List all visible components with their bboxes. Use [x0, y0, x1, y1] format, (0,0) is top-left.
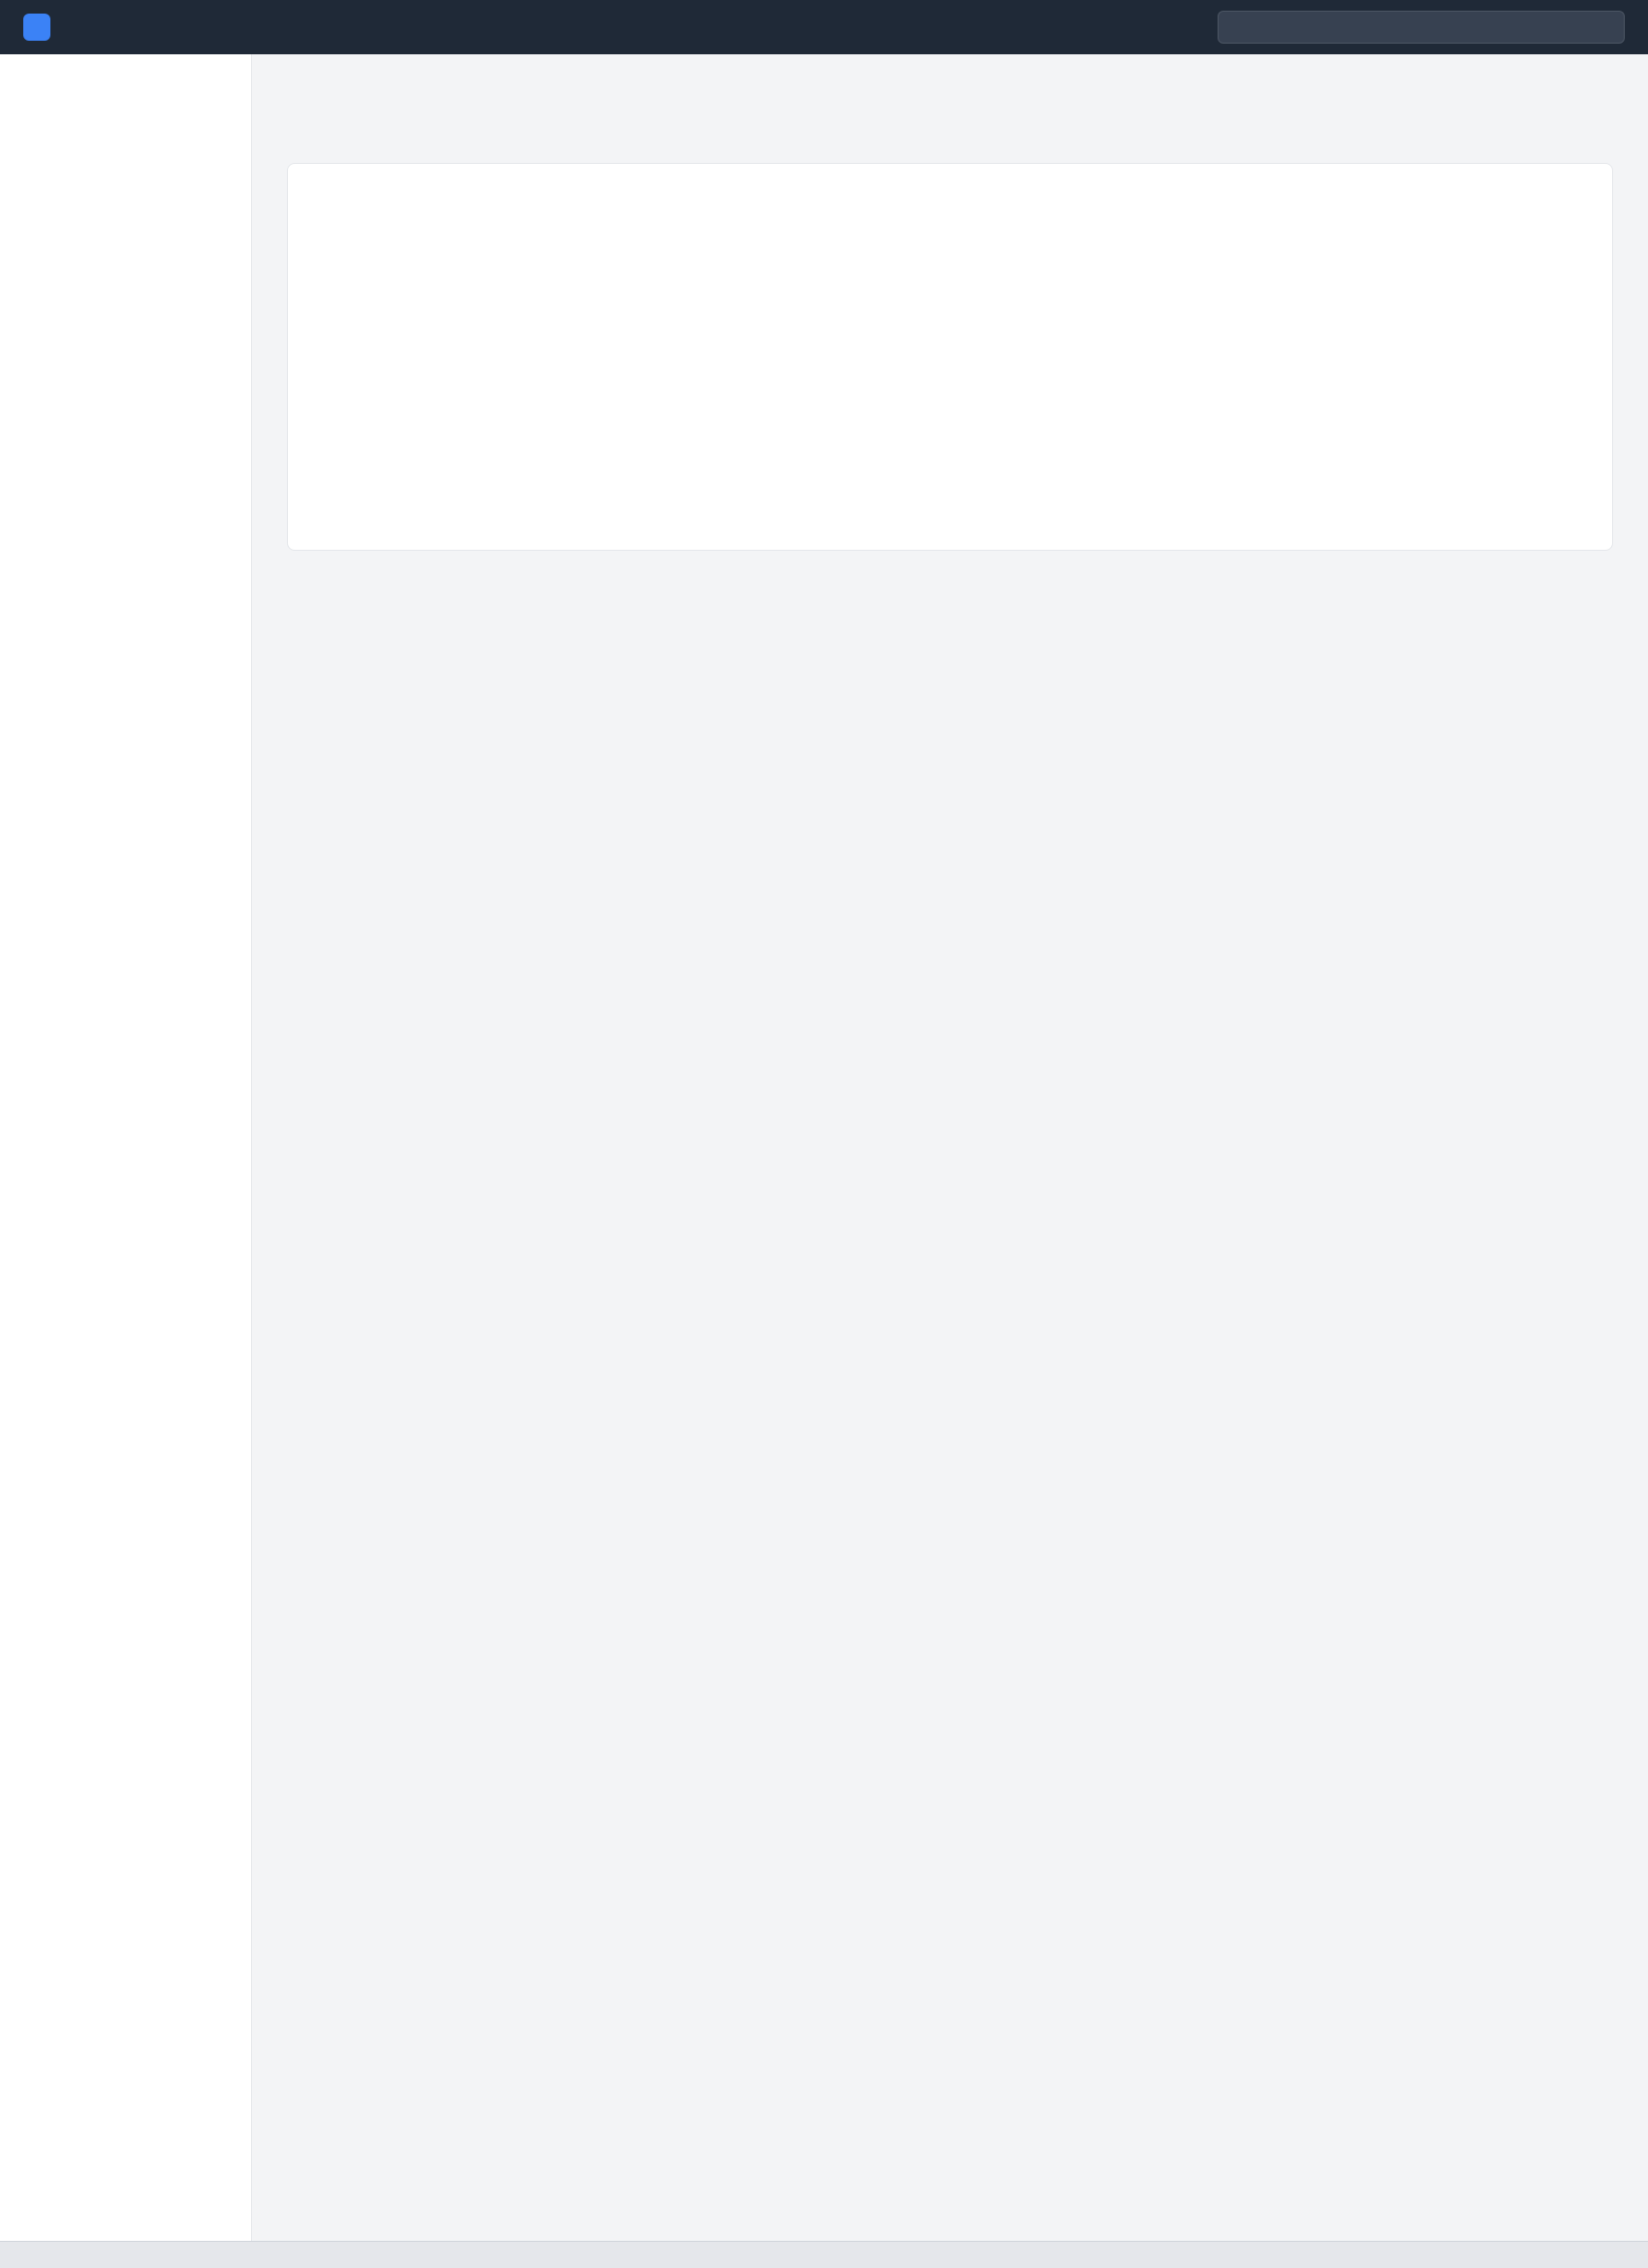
- sidebar: [0, 54, 252, 2241]
- search-input[interactable]: [1218, 11, 1625, 44]
- status-bar: [0, 2241, 1648, 2268]
- page-title: [287, 81, 1613, 112]
- main-content: [252, 54, 1648, 2241]
- app-body: [0, 54, 1648, 2241]
- page-subtitle: [287, 120, 1613, 140]
- app-logo: [23, 14, 50, 41]
- content-panel: [287, 163, 1613, 551]
- top-bar: [0, 0, 1648, 54]
